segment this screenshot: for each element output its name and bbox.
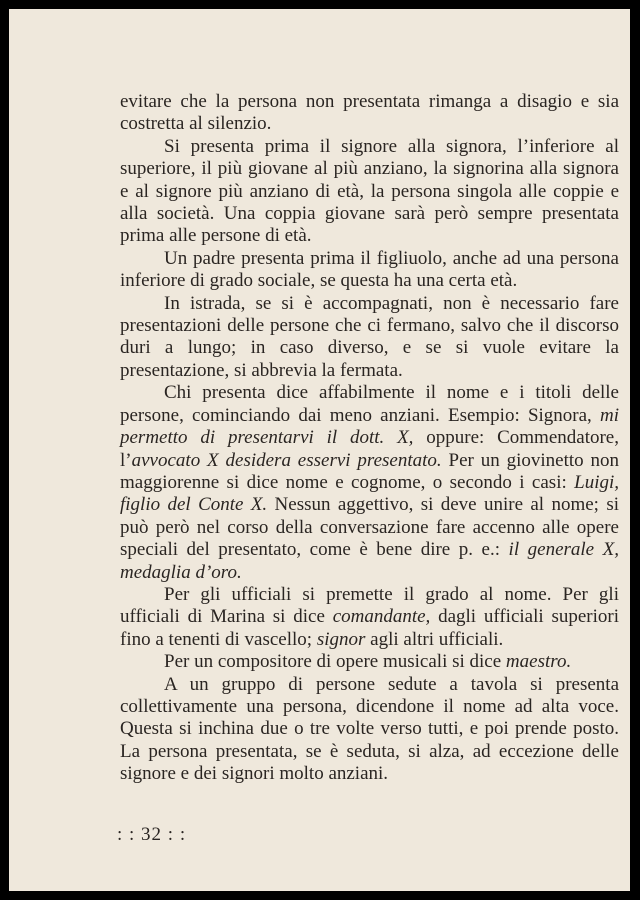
book-page	[9, 9, 630, 891]
text-run: Si presenta prima il signore alla signora, l’inferiore al superiore, il più giovane al più anziano, la signorina alla signora e al signore più anziano di età, la persona singola alle coppie e alla società. Una coppia giovane sarà però sempre presentata prima alle persone di età.	[120, 135, 619, 247]
body-text	[120, 91, 619, 786]
text-run: In istrada, se si è accompagnati, non è necessario fare presentazioni delle persone che ci fermano, salvo che il discorso duri a lungo; in caso diverso, e se si vuole evitare la presentazione, si abbrevia la fermata.	[120, 292, 619, 381]
italic-text: maestro.	[505, 651, 572, 673]
paragraph	[120, 674, 619, 786]
paragraph	[120, 248, 619, 293]
italic-text: Luigi, figlio del Conte X.	[120, 471, 619, 516]
text-run: Per un giovinetto non maggiorenne si dice nome e cognome, o secondo i casi:	[120, 449, 619, 493]
italic-text: comandante,	[332, 606, 431, 628]
text-run: Per un compositore di opere musicali si dice	[164, 651, 506, 673]
text-run: agli altri ufficiali.	[365, 628, 504, 650]
page-number: : : 32 : :	[117, 824, 187, 845]
paragraph	[120, 651, 619, 673]
italic-text: avvocato X desidera esservi presentato.	[131, 449, 442, 471]
paragraph	[120, 91, 619, 136]
paragraph	[120, 136, 619, 248]
text-run: evitare che la persona non presentata rimanga a disagio e sia costretta al silenzio.	[120, 91, 619, 135]
text-run: Chi presenta dice affabilmente il nome e i titoli delle persone, cominciando dai meno anziani. Esempio: Signora,	[120, 382, 619, 426]
text-run: dagli ufficiali superiori fino a tenenti di vascello;	[120, 606, 619, 650]
text-run: Nessun aggettivo, si deve unire al nome; si può però nel corso della conversazione fare accenno alle opere speciali del presentato, come è bene dire p. e.:	[120, 494, 619, 561]
text-run: oppure: Commendatore, l’	[120, 427, 619, 471]
paragraph	[120, 382, 619, 584]
italic-text: signor	[316, 628, 366, 650]
paragraph	[120, 584, 619, 651]
text-run: Un padre presenta prima il figliuolo, anche ad una persona inferiore di grado sociale, se questa ha una certa età.	[120, 247, 619, 292]
text-run: Per gli ufficiali si premette il grado al nome. Per gli ufficiali di Marina si dice	[120, 583, 619, 628]
italic-text: mi permetto di presentarvi il dott. X,	[120, 404, 619, 449]
paragraph	[120, 293, 619, 383]
text-run: A un gruppo di persone sedute a tavola si presenta collettivamente una persona, dicendone il nome ad alta voce. Questa si inchina due o tre volte verso tutti, e poi prende posto. La persona presentata, se è seduta, si alza, ad eccezione delle signore e dei signori molto anziani.	[120, 673, 619, 785]
italic-text: il generale X, medaglia d’oro.	[120, 539, 619, 583]
